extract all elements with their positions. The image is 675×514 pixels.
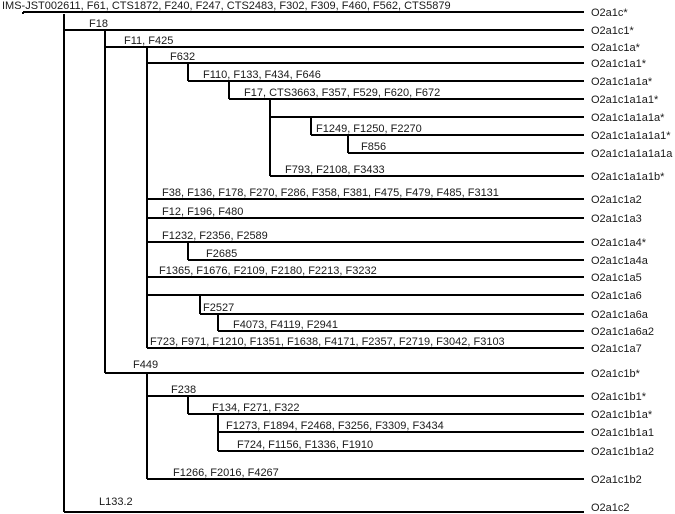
mutation-label-f238: F238	[171, 384, 197, 396]
mutation-label-f723: F723, F971, F1210, F1351, F1638, F4171, F2357, F2719, F3042, F3103	[150, 336, 505, 348]
haplogroup-label-a1a1a: O2a1c1a1a1a*	[591, 112, 665, 124]
mutation-label-f12: F12, F196, F480	[162, 206, 244, 218]
haplogroup-label-f793: O2a1c1a1a1b*	[591, 171, 665, 183]
haplogroup-label-f856: O2a1c1a1a1a1a	[591, 148, 673, 160]
haplogroup-label-f38: O2a1c1a2	[591, 194, 642, 206]
haplogroup-label-f12: O2a1c1a3	[591, 213, 642, 225]
mutation-label-f1249: F1249, F1250, F2270	[316, 123, 422, 135]
mutation-label-f724: F724, F1156, F1336, F1910	[237, 439, 374, 451]
haplogroup-label-f724: O2a1c1b1a2	[591, 446, 654, 458]
mutation-label-f2685: F2685	[206, 248, 238, 260]
mutation-label-f1365: F1365, F1676, F2109, F2180, F2213, F3232	[159, 265, 377, 277]
haplogroup-label-f11: O2a1c1a*	[591, 42, 640, 54]
haplogroup-label-f4073: O2a1c1a6a2	[591, 326, 654, 338]
mutation-label-f793: F793, F2108, F3433	[285, 164, 385, 176]
mutation-label-f2527: F2527	[203, 302, 235, 314]
haplogroup-label-f449: O2a1c1b*	[591, 368, 640, 380]
mutation-label-f18: F18	[89, 18, 108, 30]
haplogroup-label-f1232: O2a1c1a4*	[591, 237, 647, 249]
mutation-label-f110: F110, F133, F434, F646	[203, 69, 321, 81]
mutation-label-root: IMS-JST002611, F61, CTS1872, F240, F247, CTS2483, F302, F309, F460, F562, CTS5879	[2, 0, 451, 12]
mutation-label-f4073: F4073, F4119, F2941	[233, 319, 338, 331]
mutation-label-l133: L133.2	[99, 496, 133, 508]
mutation-label-f17: F17, CTS3663, F357, F529, F620, F672	[244, 87, 441, 99]
mutation-label-f856: F856	[361, 141, 387, 153]
mutation-label-f11: F11, F425	[124, 35, 174, 47]
haplogroup-label-f18: O2a1c1*	[591, 25, 634, 37]
haplogroup-label-l133: O2a1c2	[591, 502, 630, 514]
haplogroup-label-f723: O2a1c1a7	[591, 343, 642, 355]
haplogroup-label-f134: O2a1c1b1a*	[591, 409, 653, 421]
haplogroup-label-a6: O2a1c1a6	[591, 290, 642, 302]
mutation-label-f1273: F1273, F1894, F2468, F3256, F3309, F3434	[226, 420, 444, 432]
haplogroup-label-f1273: O2a1c1b1a1	[591, 427, 654, 439]
haplogroup-label-f110: O2a1c1a1a*	[591, 76, 653, 88]
haplogroup-label-f2527: O2a1c1a6a	[591, 309, 648, 321]
mutation-label-f1266: F1266, F2016, F4267	[173, 467, 279, 479]
haplogroup-label-root: O2a1c*	[591, 7, 628, 19]
haplogroup-label-f17: O2a1c1a1a1*	[591, 94, 659, 106]
haplogroup-label-f632: O2a1c1a1*	[591, 58, 647, 70]
mutation-label-f38: F38, F136, F178, F270, F286, F358, F381, F475, F479, F485, F3131	[162, 187, 499, 199]
haplogroup-label-f1266: O2a1c1b2	[591, 474, 642, 486]
mutation-label-f134: F134, F271, F322	[212, 402, 300, 414]
mutation-label-f1232: F1232, F2356, F2589	[162, 230, 268, 242]
mutation-label-f632: F632	[170, 51, 196, 63]
haplogroup-label-f238: O2a1c1b1*	[591, 391, 647, 403]
haplogroup-label-f1249: O2a1c1a1a1a1*	[591, 130, 671, 142]
mutation-label-f449: F449	[133, 359, 159, 371]
haplogroup-label-f2685: O2a1c1a4a	[591, 255, 648, 267]
haplogroup-label-f1365: O2a1c1a5	[591, 272, 642, 284]
